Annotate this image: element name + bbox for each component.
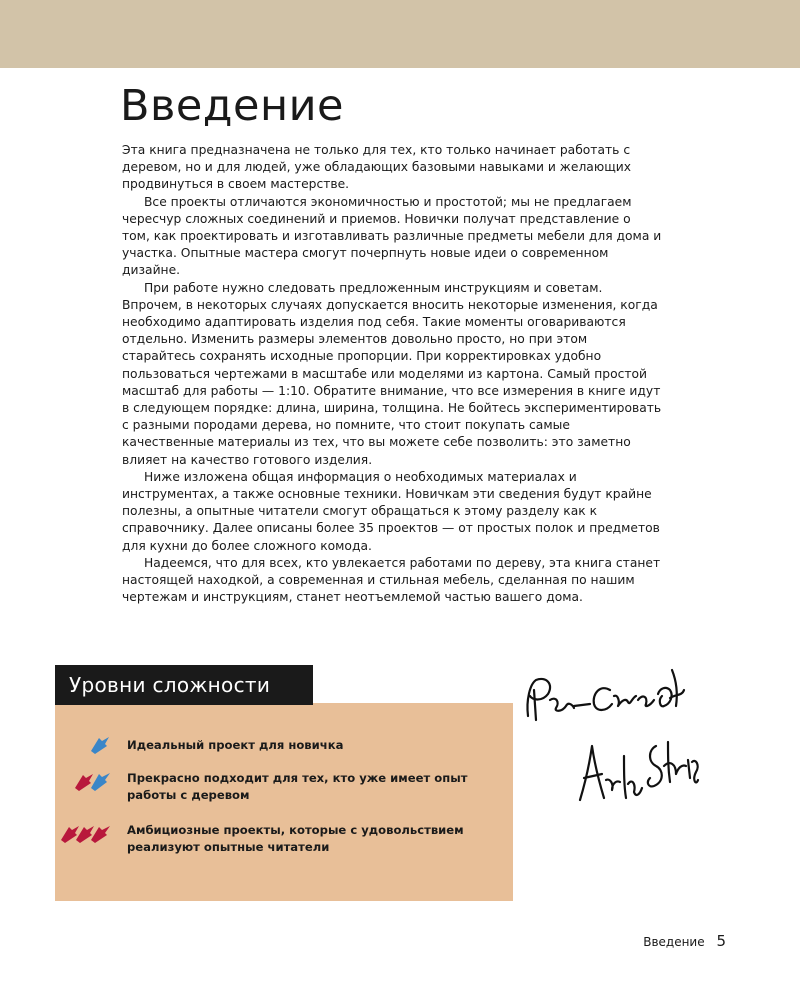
page-number: 5 bbox=[716, 932, 726, 950]
difficulty-levels-heading: Уровни сложности bbox=[55, 665, 313, 705]
footer-section-name: Введение bbox=[643, 935, 705, 949]
single-blue-marker-icon bbox=[89, 735, 111, 755]
difficulty-level-text: Идеальный проект для новичка bbox=[127, 738, 344, 752]
difficulty-level-text: Прекрасно подходит для тех, кто уже имеет опыт работы с деревом bbox=[127, 771, 468, 802]
author-signatures bbox=[520, 650, 700, 810]
page-footer bbox=[643, 932, 726, 950]
intro-text bbox=[122, 142, 662, 606]
paragraph: При работе нужно следовать предложенным инструкциям и советам. Впрочем, в некоторых случаях допускается вносить некоторые изменения, когда необходимо адаптировать изделия под себя. Такие моменты оговариваются отдельно. Изменить размеры элементов довольно просто, но при этом старайтесь сохранять исходные пропорции. При корректировках удобно пользоваться чертежами в масштабе или моделями из картона. Самый простой масштаб для работы — 1:10. Обратите внимание, что все измерения в книге идут в следующем порядке: длина, ширина, толщина. Не бойтесь экспериментировать с разными породами дерева, но помните, что стоит покупать самые качественные материалы из тех, что вы можете себе позволить: это заметно влияет на качество готового изделия. bbox=[122, 280, 662, 467]
difficulty-level-text: Амбициозные проекты, которые с удовольствием реализуют опытные читатели bbox=[127, 823, 464, 854]
paragraph: Ниже изложена общая информация о необходимых материалах и инструментах, а также основные техники. Новичкам эти сведения будут крайне полезны, а опытные читатели смогут обращаться к этому разделу как к справочнику. Далее описаны более 35 проектов — от простых полок и предметов для кухни до более сложного комода. bbox=[122, 469, 660, 553]
double-blue-red-marker-icon bbox=[73, 770, 113, 794]
paragraph: Эта книга предназначена не только для тех, кто только начинает работать с деревом, но и для людей, уже обладающих базовыми навыками и желающих продвинуться в своем мастерстве. bbox=[122, 143, 632, 192]
paragraph: Все проекты отличаются экономичностью и простотой; мы не предлагаем чересчур сложных соединений и приемов. Новички получат представление о том, как проектировать и изготавливать различные предметы мебели для дома и участка. Опытные мастера смогут почерпнуть новые идеи о современном дизайне. bbox=[122, 194, 662, 278]
page-title: Введение bbox=[120, 81, 344, 131]
top-color-band bbox=[0, 0, 800, 68]
triple-red-marker-icon bbox=[59, 822, 113, 846]
paragraph: Надеемся, что для всех, кто увлекается работами по дереву, эта книга станет настоящей находкой, а современная и стильная мебель, сделанная по нашим чертежам и инструкциям, станет неотъемлемой частью вашего дома. bbox=[122, 555, 661, 605]
